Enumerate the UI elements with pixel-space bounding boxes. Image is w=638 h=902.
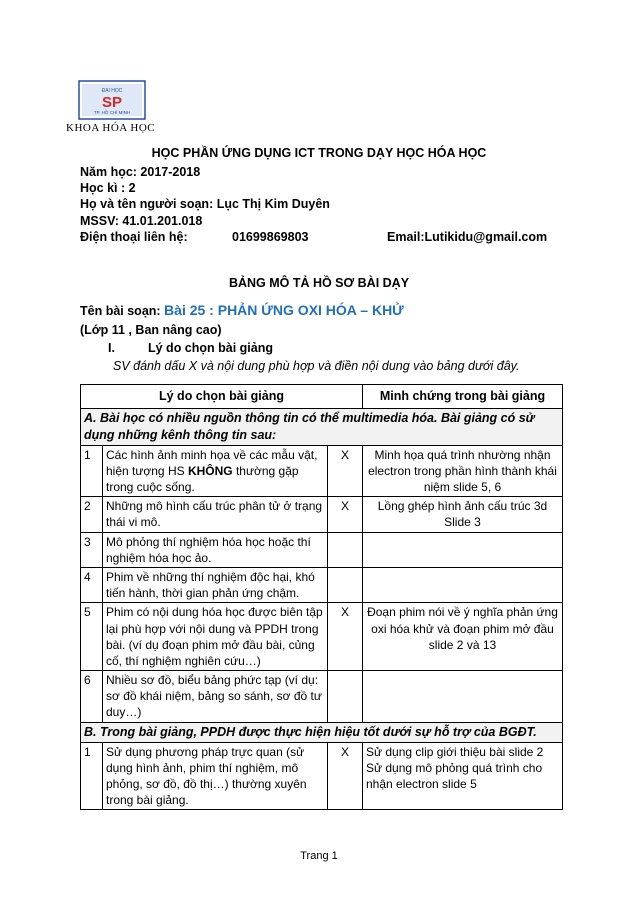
row-reason: Phim có nội dung hóa học được biên tập lại phù hợp với nội dung và PPDH trong bài. (ví dụ đoạn phim mở đầu bài, củng cố, thí nghiệm nghiên cứu…)	[103, 603, 328, 671]
row-number: 3	[81, 532, 103, 567]
email-address: Email:Lutikidu@gmail.com	[387, 230, 548, 244]
row-reason: Mô phỏng thí nghiệm hóa học hoặc thí nghiệm hóa học ảo.	[103, 532, 328, 567]
header-reason: Lý do chọn bài giảng	[81, 385, 363, 409]
logo-text-top: ĐẠI HỌC	[101, 88, 123, 94]
lesson-name: Bài 25 : PHẢN ỨNG OXI HÓA – KHỬ	[164, 302, 404, 318]
logo-text-main: SP	[101, 94, 123, 111]
row-number: 1	[81, 742, 103, 810]
row-mark	[328, 567, 363, 602]
author-name: Họ và tên người soạn: Lục Thị Kim Duyên	[80, 197, 330, 211]
table-row	[81, 497, 563, 532]
table-row	[81, 567, 563, 602]
page-number: Trang 1	[300, 850, 338, 862]
row-mark: X	[328, 603, 363, 671]
phone-label: Điện thoại liên hệ:	[80, 230, 188, 244]
row-mark	[328, 532, 363, 567]
row-number: 1	[81, 445, 103, 497]
row-evidence	[363, 567, 563, 602]
row-number: 5	[81, 603, 103, 671]
evidence-line: Sử dụng mô phỏng quá trình cho nhận electron slide 5	[366, 760, 543, 791]
row-mark: X	[328, 497, 363, 532]
evidence-line: Sử dụng clip giới thiệu bài slide 2	[366, 744, 544, 759]
row-evidence	[363, 671, 563, 723]
section-title: Lý do chọn bài giảng	[148, 341, 273, 355]
course-title: HỌC PHẦN ỨNG DỤNG ICT TRONG DẠY HỌC HÓA HỌC	[151, 146, 487, 160]
row-evidence: Đoạn phim nói về ý nghĩa phản ứng oxi hóa khử và đoạn phim mở đầu slide 2 và 13	[363, 603, 563, 671]
section-a-title: A. Bài học có nhiều nguồn thông tin có thể multimedia hóa. Bài giảng có sử dụng những kênh thông tin sau:	[81, 408, 563, 445]
faculty-name: KHOA HÓA HỌC	[66, 122, 156, 134]
student-id: MSSV: 41.01.201.018	[80, 214, 203, 228]
logo-text-bottom: TP. HỒ CHÍ MINH	[93, 110, 131, 115]
row-mark	[328, 671, 363, 723]
header-evidence: Minh chứng trong bài giảng	[363, 385, 563, 409]
row-reason: Phim về những thí nghiệm độc hại, khó tiến hành, thời gian phản ứng chậm.	[103, 567, 328, 602]
row-reason: Các hình ảnh minh họa về các mẫu vật, hiện tượng HS KHÔNG thường gặp trong cuộc sống.	[103, 445, 328, 497]
university-logo	[78, 80, 146, 120]
table-row	[81, 532, 563, 567]
section-instruction: SV đánh dấu X và nội dung phù hợp và điền nội dung vào bảng dưới đây.	[113, 359, 520, 373]
row-evidence	[363, 742, 563, 810]
emphasis-text: KHÔNG	[187, 463, 233, 478]
section-b-row	[81, 722, 563, 742]
row-number: 2	[81, 497, 103, 532]
table-title: BẢNG MÔ TẢ HỒ SƠ BÀI DẠY	[228, 276, 410, 290]
lesson-label: Tên bài soạn:	[80, 304, 165, 318]
section-a-row	[81, 408, 563, 445]
table-row	[81, 603, 563, 671]
table-row	[81, 445, 563, 497]
table-row	[81, 742, 563, 810]
row-mark: X	[328, 742, 363, 810]
row-reason: Sử dụng phương pháp trực quan (sử dụng hình ảnh, phim thí nghiệm, mô phỏng, sơ đồ, đồ thị…) thường xuyên trong bài giảng.	[103, 742, 328, 810]
lesson-line	[80, 302, 404, 318]
row-number: 6	[81, 671, 103, 723]
table-header-row	[81, 385, 563, 409]
section-number: I.	[108, 341, 115, 355]
row-number: 4	[81, 567, 103, 602]
table-row	[81, 671, 563, 723]
school-year: Năm học: 2017-2018	[80, 165, 201, 179]
phone-value: 01699869803	[232, 230, 309, 244]
row-reason: Những mô hình cấu trúc phân tử ở trạng thái vi mô.	[103, 497, 328, 532]
semester: Học kì : 2	[80, 181, 136, 195]
row-mark: X	[328, 445, 363, 497]
row-evidence	[363, 532, 563, 567]
lesson-grade: (Lớp 11 , Ban nâng cao)	[80, 323, 222, 337]
lesson-reason-table	[80, 384, 563, 810]
row-evidence: Lồng ghép hình ảnh cấu trúc 3d Slide 3	[363, 497, 563, 532]
row-reason: Nhiều sơ đồ, biểu bảng phức tạp (ví dụ: sơ đồ khái niệm, bảng so sánh, sơ đồ tư duy…)	[103, 671, 328, 723]
row-evidence: Minh họa quá trình nhường nhận electron trong phần hình thành khái niệm slide 5, 6	[363, 445, 563, 497]
section-b-title: B. Trong bài giảng, PPDH được thực hiện hiệu tốt dưới sự hỗ trợ của BGĐT.	[81, 722, 563, 742]
